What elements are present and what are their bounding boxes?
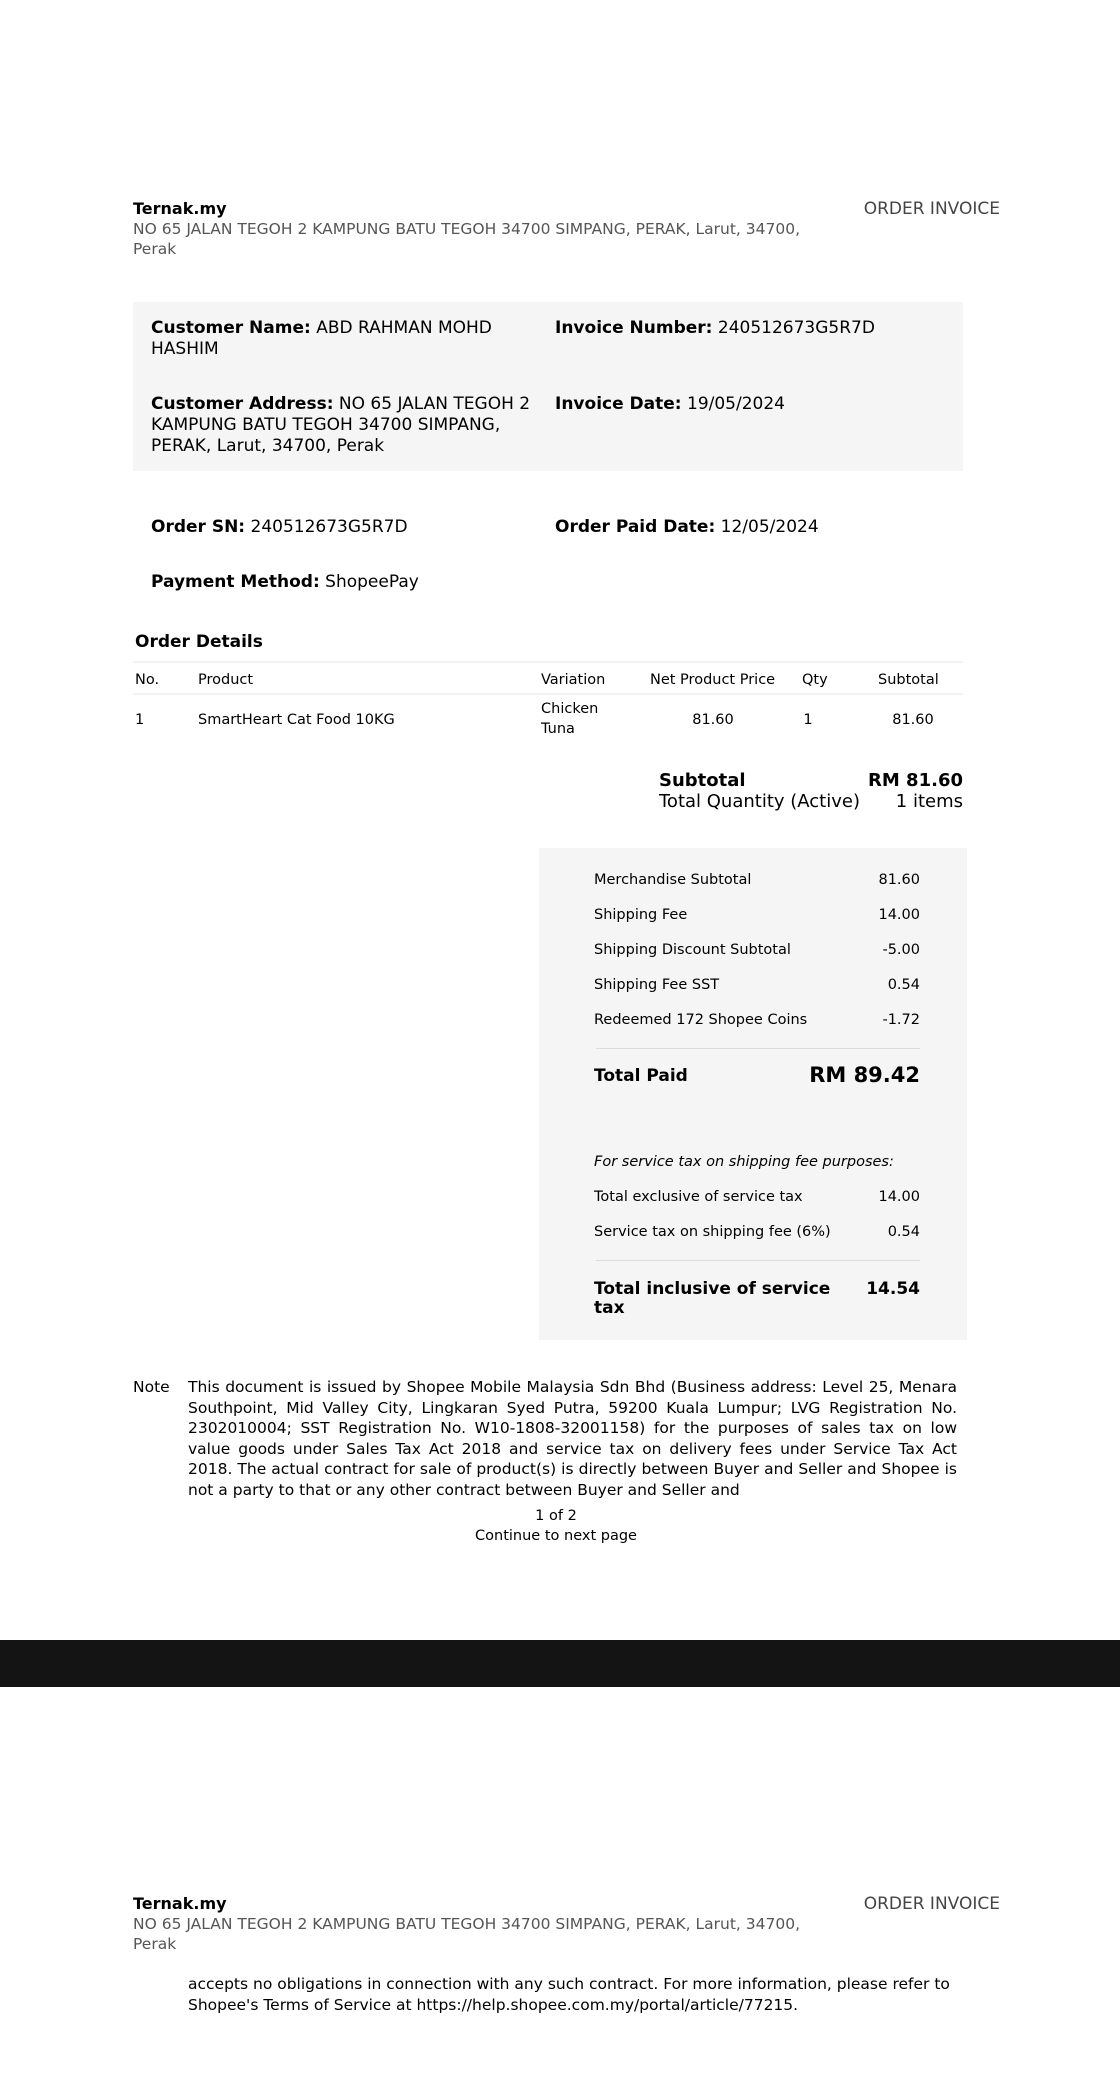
total-paid-label: Total Paid xyxy=(594,1066,688,1086)
summary-row xyxy=(594,976,920,994)
summary-value: -1.72 xyxy=(882,1012,920,1028)
summary-row xyxy=(594,941,920,959)
summary-value: 81.60 xyxy=(878,872,920,888)
total-quantity-value: 1 items xyxy=(895,791,963,812)
column-header: Variation xyxy=(541,672,606,688)
total-quantity-label: Total Quantity (Active) xyxy=(659,791,860,812)
order-paid-date-value: 12/05/2024 xyxy=(720,517,819,537)
column-header: Net Product Price xyxy=(650,672,776,688)
order-sn xyxy=(151,517,408,538)
subtotal-value: RM 81.60 xyxy=(868,770,963,791)
invoice-date-value: 19/05/2024 xyxy=(687,394,785,414)
summary-label: Redeemed 172 Shopee Coins xyxy=(594,1012,808,1028)
note-label: Note xyxy=(133,1378,170,1396)
document-type: ORDER INVOICE xyxy=(863,1894,1000,1914)
summary-row xyxy=(594,906,920,924)
seller-name: Ternak.my xyxy=(133,1894,227,1913)
payment-method xyxy=(151,572,419,593)
customer-name xyxy=(151,318,531,360)
continue-label: Continue to next page xyxy=(475,1528,637,1544)
order-subtotal xyxy=(659,770,963,812)
customer-address-label: Customer Address: xyxy=(151,394,334,414)
payment-method-label: Payment Method: xyxy=(151,572,320,592)
summary-divider xyxy=(596,1048,920,1049)
column-header: Product xyxy=(198,672,254,688)
total-inclusive-value: 14.54 xyxy=(866,1279,920,1299)
subtotal-label: Subtotal xyxy=(659,770,746,791)
invoice-page-2 xyxy=(0,1687,1120,2088)
tax-row xyxy=(594,1223,920,1241)
order-sn-label: Order SN: xyxy=(151,517,246,537)
payment-summary xyxy=(539,848,967,1340)
total-inclusive-tax xyxy=(594,1280,920,1318)
customer-name-label: Customer Name: xyxy=(151,318,311,338)
column-header: Qty xyxy=(802,672,828,688)
document-type: ORDER INVOICE xyxy=(863,199,1000,219)
total-inclusive-label: Total inclusive of service tax xyxy=(594,1279,831,1318)
tax-value: 14.00 xyxy=(878,1189,920,1205)
column-header: Subtotal xyxy=(878,672,939,688)
summary-divider xyxy=(596,1260,920,1261)
summary-label: Shipping Fee xyxy=(594,907,688,923)
order-paid-date xyxy=(555,517,819,538)
customer-info-box xyxy=(133,302,963,471)
page-number: 1 of 2 xyxy=(535,1508,577,1524)
customer-address-value: NO 65 JALAN TEGOH 2 KAMPUNG BATU TEGOH 34700 SIMPANG, PERAK, Larut, 34700, Perak xyxy=(151,394,531,456)
summary-row xyxy=(594,871,920,889)
total-paid xyxy=(594,1063,920,1087)
invoice-number xyxy=(555,318,955,339)
table-header xyxy=(133,661,963,695)
summary-label: Shipping Fee SST xyxy=(594,977,720,993)
summary-row xyxy=(594,1011,920,1029)
row-subtotal: 81.60 xyxy=(892,712,934,728)
order-sn-value: 240512673G5R7D xyxy=(250,517,408,537)
order-details-title: Order Details xyxy=(135,632,263,652)
row-variation: Chicken Tuna xyxy=(541,701,599,737)
invoice-header xyxy=(133,199,1000,259)
total-paid-value: RM 89.42 xyxy=(809,1063,920,1087)
order-paid-date-label: Order Paid Date: xyxy=(555,517,716,537)
seller-address: NO 65 JALAN TEGOH 2 KAMPUNG BATU TEGOH 34700 SIMPANG, PERAK, Larut, 34700, Perak xyxy=(133,1915,800,1953)
invoice-number-label: Invoice Number: xyxy=(555,318,713,338)
customer-address xyxy=(151,394,541,457)
seller-address: NO 65 JALAN TEGOH 2 KAMPUNG BATU TEGOH 34700 SIMPANG, PERAK, Larut, 34700, Perak xyxy=(133,220,800,258)
tax-label: Service tax on shipping fee (6%) xyxy=(594,1224,831,1240)
row-product: SmartHeart Cat Food 10KG xyxy=(198,712,395,728)
column-header: No. xyxy=(135,672,160,688)
summary-value: 14.00 xyxy=(878,907,920,923)
invoice-header xyxy=(133,1894,1000,1954)
page-break xyxy=(0,1640,1120,1687)
row-price: 81.60 xyxy=(692,712,734,728)
summary-value: 0.54 xyxy=(887,977,920,993)
seller-name: Ternak.my xyxy=(133,199,227,218)
service-tax-note: For service tax on shipping fee purposes: xyxy=(594,1154,894,1170)
invoice-date-label: Invoice Date: xyxy=(555,394,682,414)
invoice-date xyxy=(555,394,955,415)
note-text-continued: accepts no obligations in connection with any such contract. For more information, please refer to Shopee's Terms of Service at https://help.shopee.com.my/portal/article/77215. xyxy=(188,1975,950,2014)
summary-label: Merchandise Subtotal xyxy=(594,872,752,888)
tax-label: Total exclusive of service tax xyxy=(594,1189,803,1205)
payment-method-value: ShopeePay xyxy=(325,572,419,592)
tax-value: 0.54 xyxy=(887,1224,920,1240)
row-no: 1 xyxy=(135,712,145,728)
summary-label: Shipping Discount Subtotal xyxy=(594,942,791,958)
table-row xyxy=(133,695,963,745)
note-text: This document is issued by Shopee Mobile Malaysia Sdn Bhd (Business address: Level 25, Menara Southpoint, Mid Valley City, Lingkaran Syed Putra, 59200 Kuala Lumpur; LVG Registration No. 2302010004; SST Registration No. W10-1808-32001158) for the purposes of sales tax on low value goods under Sales Tax Act 2018 and service tax on delivery fees under Service Tax Act 2018. The actual contract for sale of product(s) is directly between Buyer and Seller and Shopee is not a party to that or any other contract between Buyer and Seller and xyxy=(188,1378,957,1499)
summary-value: -5.00 xyxy=(882,942,920,958)
invoice-number-value: 240512673G5R7D xyxy=(717,318,875,338)
tax-row xyxy=(594,1188,920,1206)
row-qty: 1 xyxy=(803,712,813,728)
customer-name-value: ABD RAHMAN MOHD HASHIM xyxy=(151,318,492,359)
